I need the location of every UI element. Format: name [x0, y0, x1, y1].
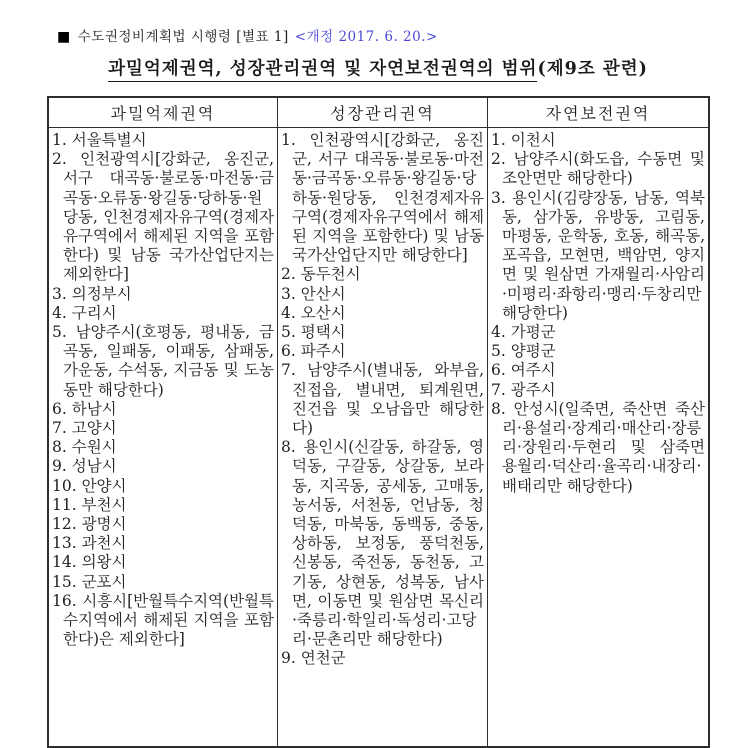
- table-title-underlined: 과밀억제권역, 성장관리권역 및 자연보전권역의 범위: [108, 59, 537, 82]
- region-list-item: 14. 의왕시: [52, 553, 127, 572]
- region-list-item: 6. 하남시: [52, 399, 117, 418]
- region-list-item: 10. 안양시: [52, 476, 127, 495]
- region-list-item: 3. 의정부시: [52, 284, 132, 303]
- region-list-item: 3. 용인시(김량장동, 남동, 역북동, 삼가동, 유방동, 고림동, 마평동, 운학동, 호동, 해곡동, 포곡읍, 모현면, 백암면, 양지면 및 원삼면 가재월리·사암리·미평리·좌항리·맹리·두창리만 해당한다): [491, 188, 705, 322]
- region-list-item: 1. 서울특별시: [52, 131, 147, 149]
- region-list-item: 11. 부천시: [52, 495, 127, 514]
- column-body-nature-conservation: [488, 128, 708, 746]
- table-title: [0, 55, 756, 80]
- column-header-nature-conservation: 자연보전권역: [488, 98, 708, 128]
- region-list-item: 2. 남양주시(화도읍, 수동면 및 조안면만 해당한다): [491, 150, 705, 188]
- region-list-item: 8. 수원시: [52, 438, 117, 457]
- square-bullet-icon: ■: [57, 29, 71, 45]
- amendment-note: <개정 2017. 6. 20.>: [294, 29, 438, 45]
- column-body-overconcentration-control: [49, 128, 278, 746]
- region-list-item: 3. 안산시: [281, 284, 346, 303]
- region-list-item: 7. 남양주시(별내동, 와부읍, 진접읍, 별내면, 퇴계원면, 진건읍 및 오남읍만 해당한다): [281, 361, 484, 438]
- region-list-item: 5. 평택시: [281, 323, 346, 342]
- law-reference-line: [57, 25, 438, 45]
- region-list-item: 13. 과천시: [52, 534, 127, 553]
- region-list-item: 7. 고양시: [52, 419, 117, 438]
- region-list-item: 1. 이천시: [491, 131, 556, 149]
- column-header-growth-management: 성장관리권역: [278, 98, 488, 128]
- region-list-item: 1. 인천광역시[강화군, 옹진군, 서구 대곡동·불로동·마전동·금곡동·오류동·왕길동·당하동·원당동, 인천경제자유구역(경제자유구역에서 해제된 지역을 포함한다) 및 남동 국가산업단지만 해당한다]: [281, 131, 484, 265]
- region-list-item: 4. 가평군: [491, 323, 556, 342]
- region-list-item: 8. 안성시(일죽면, 죽산면 죽산리·용설리·장계리·매산리·장릉리·장원리·두현리 및 삼죽면 용월리·덕산리·율곡리·내장리·배태리만 해당한다): [491, 399, 705, 495]
- region-list-item: 7. 광주시: [491, 380, 556, 399]
- region-list-item: 16. 시흥시[반월특수지역(반월특수지역에서 해제된 지역을 포함한다)은 제외한다]: [52, 591, 274, 649]
- region-list-item: 5. 양평군: [491, 342, 556, 361]
- region-list-item: 4. 오산시: [281, 303, 346, 322]
- region-list-item: 9. 연천군: [281, 649, 346, 668]
- region-list-item: 9. 성남시: [52, 457, 117, 476]
- region-list-item: 2. 인천광역시[강화군, 옹진군, 서구 대곡동·불로동·마전동·금곡동·오류동·왕길동·당하동·원당동, 인천경제자유구역(경제자유구역에서 해제된 지역을 포함한다) 및 남동 국가산업단지는 제외한다]: [52, 150, 274, 284]
- region-table: [47, 96, 710, 748]
- region-list-item: 12. 광명시: [52, 515, 127, 534]
- column-header-overconcentration-control: 과밀억제권역: [49, 98, 278, 128]
- law-reference-text: 수도권정비계획법 시행령 [별표 1]: [77, 29, 289, 45]
- region-list-item: 2. 동두천시: [281, 265, 361, 284]
- region-list-item: 4. 구리시: [52, 303, 117, 322]
- region-list-item: 6. 여주시: [491, 361, 556, 380]
- region-list-item: 8. 용인시(신갈동, 하갈동, 영덕동, 구갈동, 상갈동, 보라동, 지곡동, 공세동, 고매동, 농서동, 서천동, 언남동, 청덕동, 마북동, 동백동, 중동, 상하동, 보정동, 풍덕천동, 신봉동, 죽전동, 동천동, 고기동, 상현동, 성복동, 남사면, 이동면 및 원삼면 목신리·죽릉리·학일리·독성리·고당리·문촌리만 해당한다): [281, 438, 484, 649]
- region-list-item: 6. 파주시: [281, 342, 346, 361]
- table-title-suffix: (제9조 관련): [537, 59, 648, 79]
- column-body-growth-management: [278, 128, 488, 746]
- region-list-item: 15. 군포시: [52, 572, 127, 591]
- region-list-item: 5. 남양주시(호평동, 평내동, 금곡동, 일패동, 이패동, 삼패동, 가운동, 수석동, 지금동 및 도농동만 해당한다): [52, 323, 274, 399]
